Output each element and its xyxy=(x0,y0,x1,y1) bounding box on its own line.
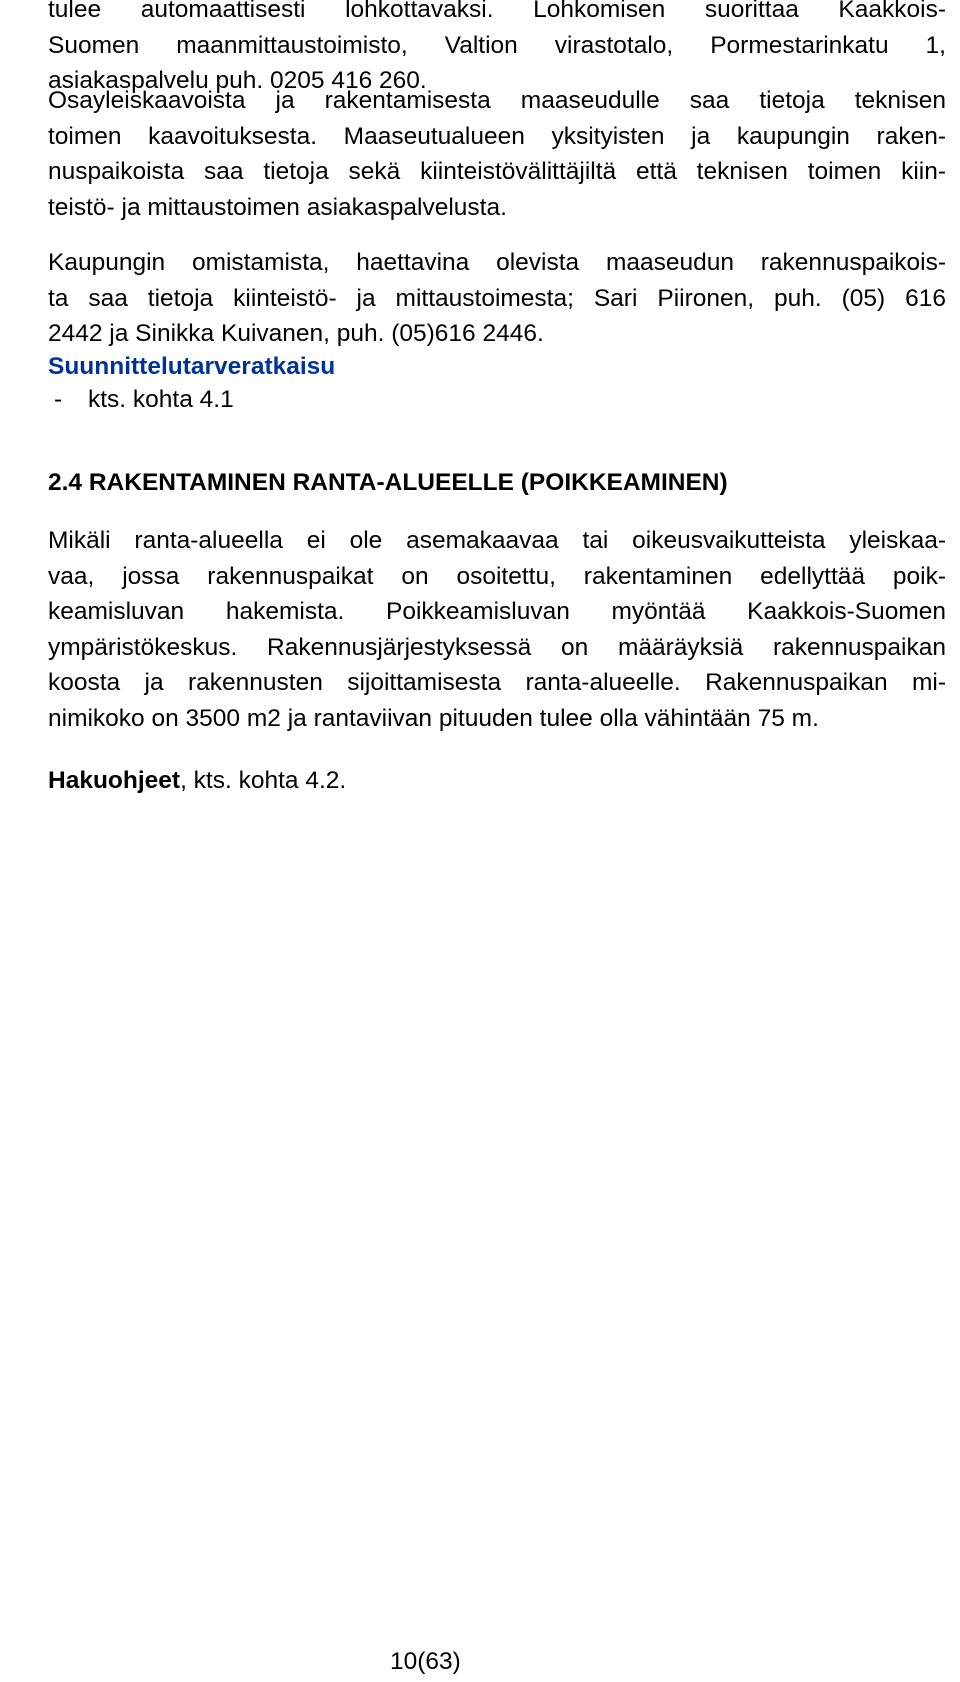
text-line: Mikäli ranta-alueella ei ole asemakaavaa tai oikeusvaikutteista yleiskaa- xyxy=(48,527,946,554)
text-line: nimikoko on 3500 m2 ja rantaviivan pituuden tulee olla vähintään 75 m. xyxy=(48,704,819,732)
reference-item xyxy=(54,382,234,417)
text-line: koosta ja rakennusten sijoittamisesta ranta-alueelle. Rakennuspaikan mi- xyxy=(48,669,946,696)
text-line: asiakaspalvelu puh. 0205 416 260. xyxy=(48,67,427,94)
text-line: 2442 ja Sinikka Kuivanen, puh. (05)616 2446. xyxy=(48,320,544,347)
text-line: vaa, jossa rakennuspaikat on osoitettu, rakentaminen edellyttää poik- xyxy=(48,562,946,590)
text-line: nuspaikoista saa tietoja sekä kiinteistövälittäjiltä että teknisen toimen kiin- xyxy=(48,158,946,185)
subheading-suunnittelutarveratkaisu: Suunnittelutarveratkaisu xyxy=(48,353,336,380)
paragraph-rakennuspaikat xyxy=(48,245,946,352)
text-line: Kaupungin omistamista, haettavina olevista maaseudun rakennuspaikois- xyxy=(48,249,946,276)
section-heading: 2.4 RAKENTAMINEN RANTA-ALUEELLE (POIKKEAMINEN) xyxy=(48,469,728,496)
text-line: Osayleiskaavoista ja rakentamisesta maaseudulle saa tietoja teknisen xyxy=(48,87,946,114)
reference-text: kts. kohta 4.1 xyxy=(88,386,234,413)
text-line: teistö- ja mittaustoimen asiakaspalvelusta. xyxy=(48,193,507,221)
hakuohjeet-reference: , kts. kohta 4.2. xyxy=(180,767,347,794)
text-line: Suomen maanmittaustoimisto, Valtion virastotalo, Pormestarinkatu 1, xyxy=(48,31,946,59)
text-line: tulee automaattisesti lohkottavaksi. Lohkomisen suorittaa Kaakkois- xyxy=(48,0,946,23)
list-dash: - xyxy=(54,386,63,413)
paragraph-ranta-alue xyxy=(48,523,946,736)
paragraph-osayleiskaavat xyxy=(48,83,946,225)
text-line: ympäristökeskus. Rakennusjärjestyksessä on määräyksiä rakennuspaikan xyxy=(48,633,946,661)
hakuohjeet-label: Hakuohjeet xyxy=(48,767,181,794)
page-number: 10(63) xyxy=(390,1648,461,1675)
text-line: ta saa tietoja kiinteistö- ja mittaustoimesta; Sari Piironen, puh. (05) 616 xyxy=(48,284,946,312)
text-line: keamisluvan hakemista. Poikkeamisluvan myöntää Kaakkois-Suomen xyxy=(48,598,946,625)
text-line: toimen kaavoituksesta. Maaseutualueen yksityisten ja kaupungin raken- xyxy=(48,122,946,150)
paragraph-hakuohjeet xyxy=(48,763,346,798)
